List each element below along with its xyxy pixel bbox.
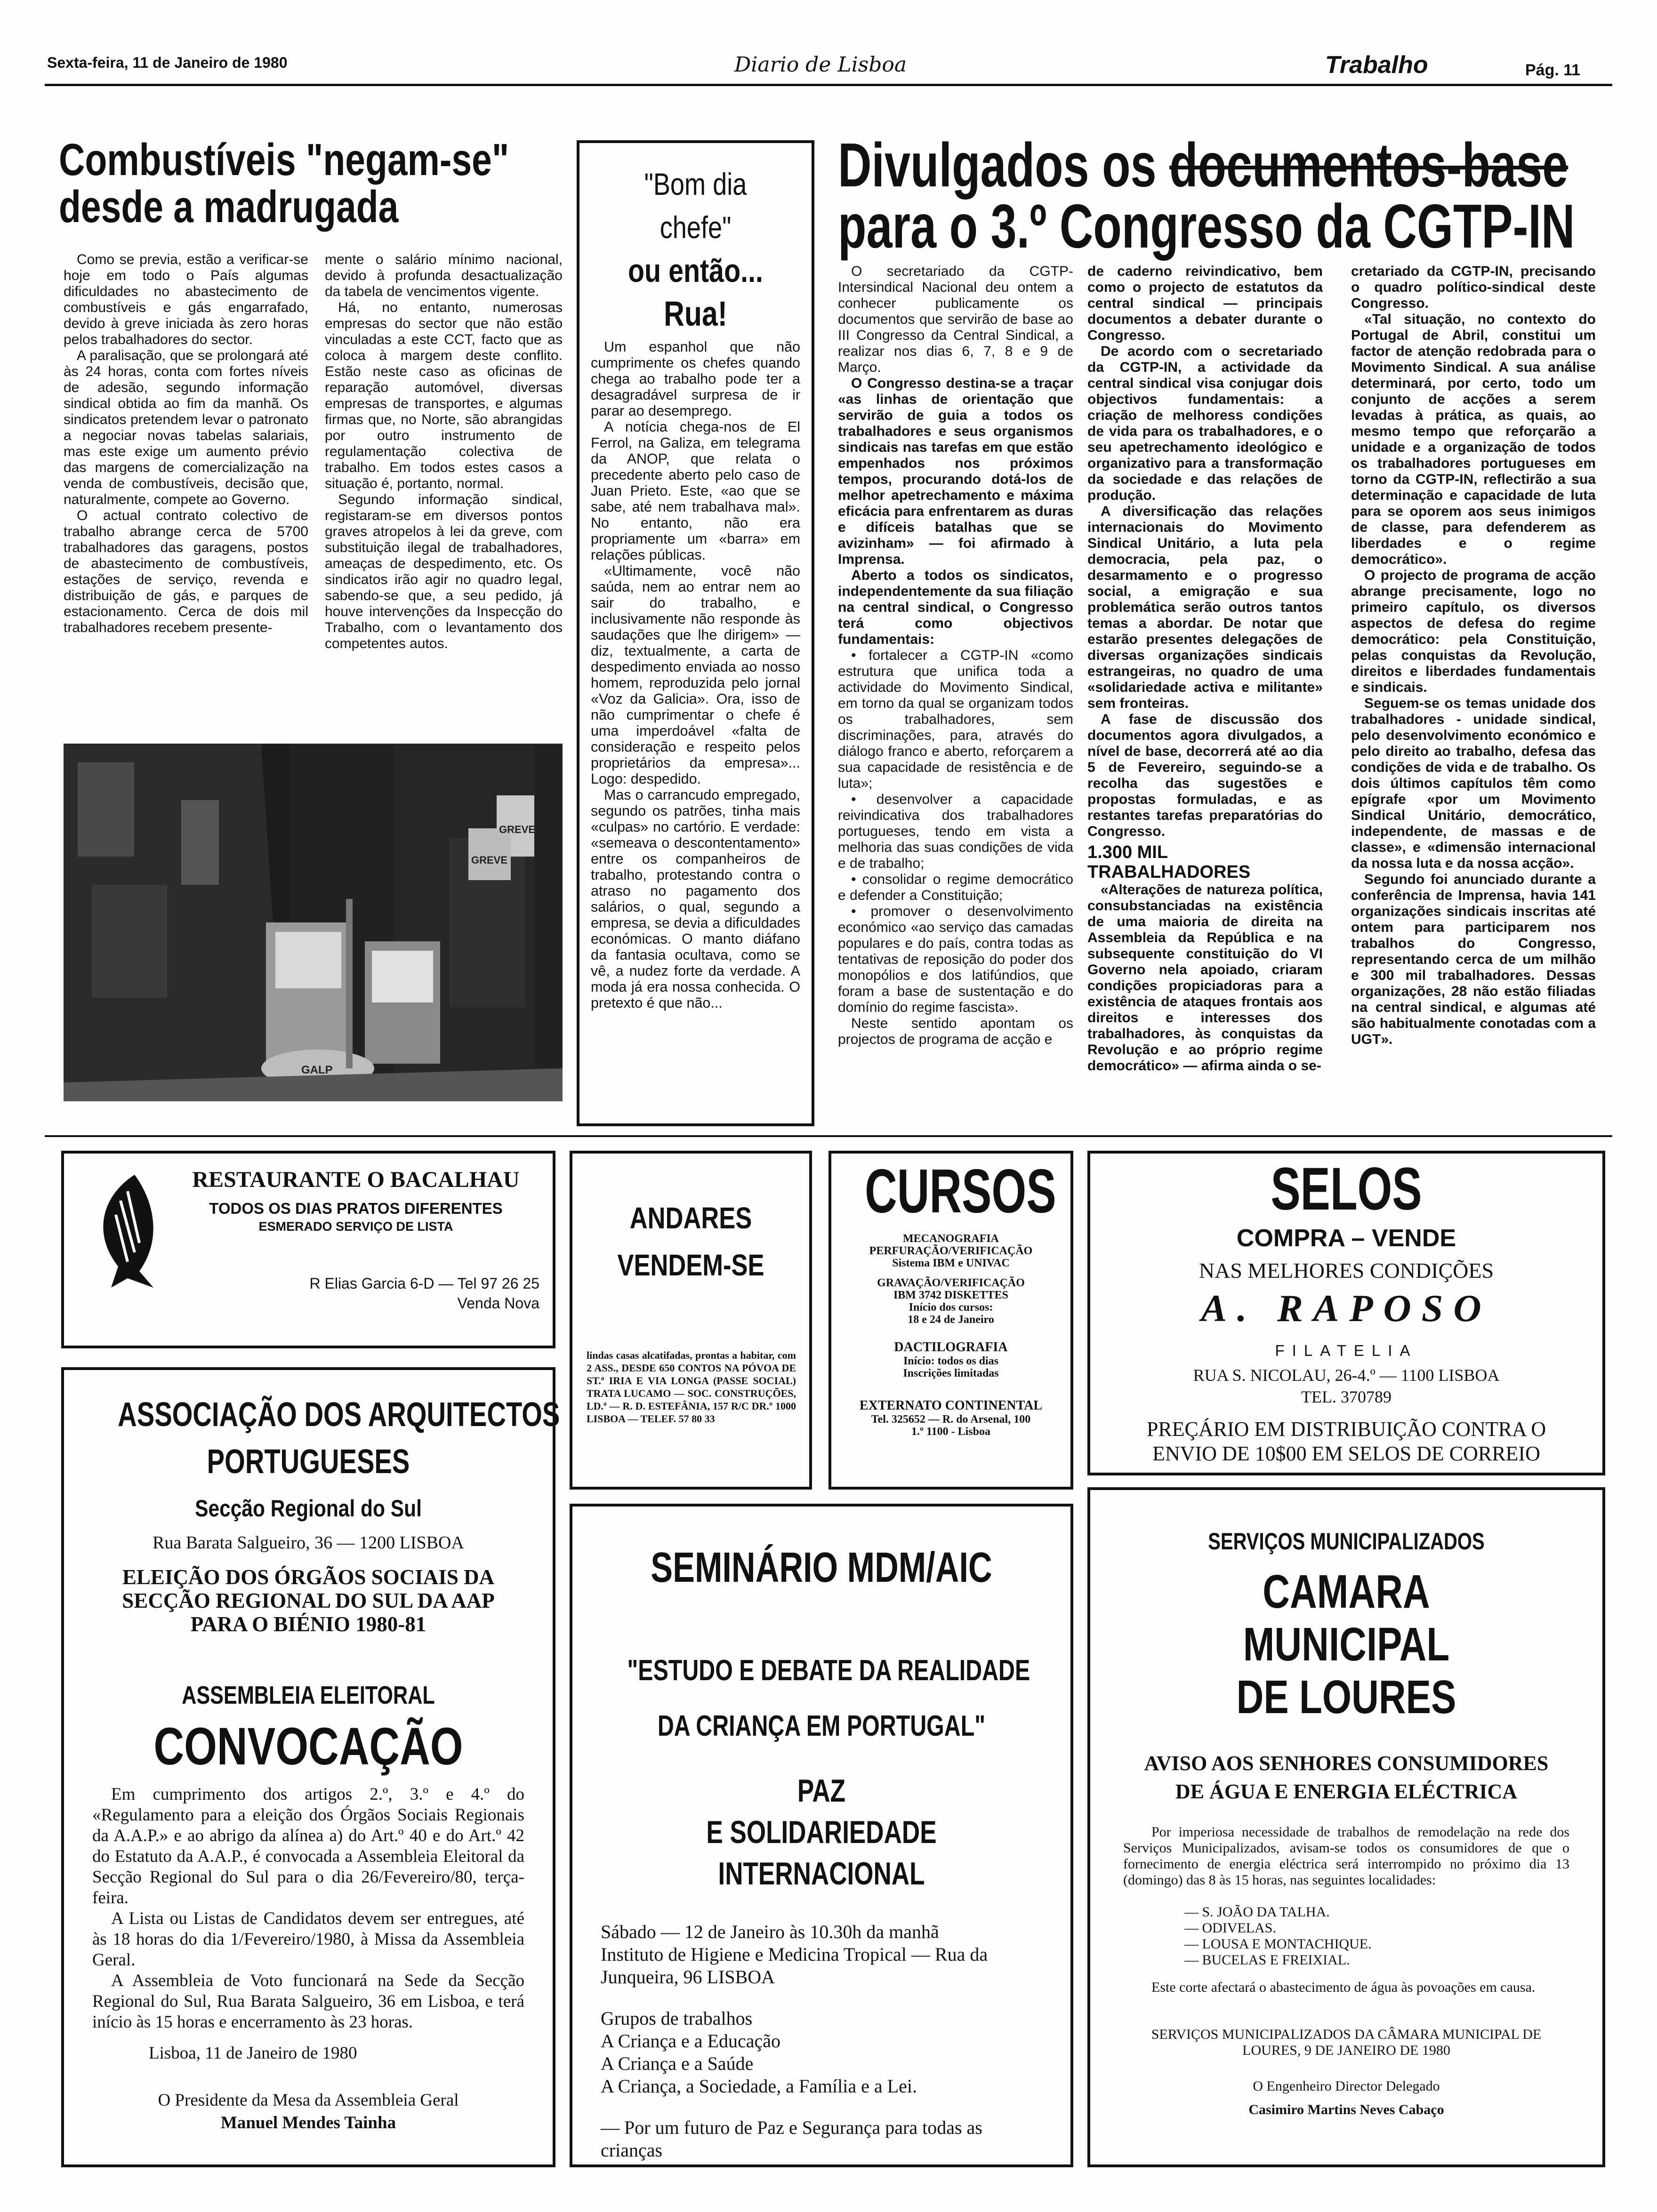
photo-sign-galp: GALP bbox=[301, 1064, 333, 1076]
cgtp-c1-p2: O Congresso destina-se a traçar «as linhas de orientação que servirão de guia a todos os trabalhadores e seus organismos sindicais nas tarefas em que estão empenhados nos próximos tempos, procurando dotá-los de melhor apetrechamento e máxima eficácia para enfrentarem as duras e difíceis batalhas que se avizinham» — foi afirmado à Imprensa. bbox=[838, 376, 1073, 567]
ad-andares bbox=[570, 1151, 812, 1490]
fuel-p2: A paralisação, que se prolongará até às 24 horas, conta com fortes níveis de adesão, segundo informação sindical obtida ao fim da manhã. Os sindicatos pretendem levar o patronato a negociar novas tabelas salariais, mas este exige um aumento prévio das margens de comercialização na venda de combustíveis, decisão que, naturalmente, compete ao Governo. bbox=[64, 348, 308, 507]
cgtp-c3-p3: O projecto de programa de acção abrange precisamente, logo no primeiro capítulo, os diversos aspectos de defesa do regime democrático: pela Constituição, pelas conquistas da Revolução, direitos e liberdades fundamentais e sindicais. bbox=[1351, 568, 1596, 695]
arq-signer-title: O Presidente da Mesa da Assembleia Geral bbox=[158, 2091, 459, 2110]
fuel-col-1 bbox=[64, 252, 308, 727]
cgtp-headline bbox=[838, 130, 1610, 261]
selos-title-wrap bbox=[1090, 1155, 1602, 1223]
cgtp-col-3 bbox=[1351, 264, 1596, 1130]
header-date: Sexta-feira, 11 de Janeiro de 1980 bbox=[47, 54, 288, 71]
loures-eng: O Engenheiro Director Delegado bbox=[1253, 2078, 1440, 2094]
photo-sign-greve-2: GREVE bbox=[499, 824, 536, 835]
sem-footer: — Por um futuro de Paz e Segurança para todas as crianças bbox=[601, 2117, 982, 2161]
loures-name: Casimiro Martins Neves Cabaço bbox=[1248, 2102, 1444, 2117]
cgtp-headline-1b: documentos-base bbox=[1169, 130, 1569, 200]
loures-place-2: — ODIVELAS. bbox=[1184, 1920, 1276, 1936]
cgtp-c2-p5: «Alterações de natureza política, consubstanciadas na existência de uma maioria de direita na Assembleia da República e na subsequente constituição do VI Governo nela apoiado, criaram condições propiciadoras para a existência de ataques frontais aos direitos e interesses dos trabalhadores, às conquistas da Revolução e ao próprio regime democrático» — afirma ainda o se- bbox=[1087, 882, 1323, 1074]
loures-places bbox=[1184, 1904, 1514, 1968]
selos-tel: TEL. 370789 bbox=[1301, 1387, 1392, 1406]
sem-solid-1: E SOLIDARIEDADE bbox=[706, 1814, 937, 1850]
cursos-l8: DACTILOGRAFIA bbox=[894, 1340, 1008, 1354]
bom-dia-line-1: "Bom dia bbox=[644, 167, 747, 201]
cgtp-col-2 bbox=[1087, 264, 1323, 1125]
cgtp-c2-p1: de caderno reivindicativo, bem como o projecto de estatutos da central sindical — principais documentos a debater durante o Congresso. bbox=[1087, 264, 1323, 343]
cgtp-c1-p4: • fortalecer a CGTP-IN «como estrutura que unifica toda a actividade do Movimento Sindical, em torno da qual se organizam todos os trabalhadores, sem discriminações, para, através do diálogo franco e aberto, reforçarem a sua capacidade de resistência e de luta»; bbox=[838, 648, 1073, 791]
ad-selos bbox=[1087, 1151, 1605, 1475]
bacalhau-place: Venda Nova bbox=[457, 1295, 539, 1312]
sem-paz: PAZ bbox=[797, 1773, 846, 1809]
andares-title-wrap bbox=[572, 1201, 809, 1235]
arq-signer: Manuel Mendes Tainha bbox=[220, 2113, 396, 2132]
cursos-title: CURSOS bbox=[865, 1156, 1056, 1226]
arq-election: ELEIÇÃO DOS ÓRGÃOS SOCIAIS DA SECÇÃO REGIONAL DO SUL DA AAP PARA O BIÉNIO 1980-81 bbox=[122, 1565, 495, 1636]
cursos-l6: Início dos cursos: bbox=[909, 1301, 993, 1314]
andares-title-wrap-2 bbox=[572, 1248, 809, 1282]
andares-title-2: VENDEM-SE bbox=[617, 1248, 764, 1282]
sem-sub-wrap bbox=[572, 1643, 1070, 1754]
cgtp-subhead-1: 1.300 MIL bbox=[1087, 842, 1168, 862]
cgtp-headline-1a: Divulgados os bbox=[838, 130, 1170, 200]
loures-place-4: — BUCELAS E FREIXIAL. bbox=[1184, 1952, 1350, 1968]
loures-text: Por imperiosa necessidade de trabalhos de remodelação na rede dos Serviços Municipalizados, avisam-se todos os consumidores de que o fornecimento de energia eléctrica será interrompido no próximo dia 13 (domingo) das 8 às 15 horas, nas seguintes localidades: bbox=[1123, 1824, 1569, 1888]
loures-t3: DE LOURES bbox=[1236, 1671, 1456, 1723]
sem-details bbox=[601, 1921, 1048, 2162]
bom-dia-headline bbox=[584, 162, 807, 336]
cgtp-c3-p5: Segundo foi anunciado durante a conferência de Imprensa, havia 141 organizações sindicais inscritas até ontem para participarem nos trabalhos do Congresso, representando cerca de um milhão e 300 mil trabalhadores. Dessas organizações, 28 não estão filiadas na central sindical, e algumas até são habitualmente conotadas com a UGT». bbox=[1351, 872, 1596, 1047]
cgtp-headline-line-2: para o 3.º Congresso da CGTP-IN bbox=[838, 192, 1575, 261]
masthead: Diario de Lisboa bbox=[734, 53, 907, 77]
bom-dia-line-3: ou então... bbox=[628, 252, 763, 289]
cgtp-c1-p5: • desenvolver a capacidade reivindicativa dos trabalhadores portugueses, tendo em vista a melhoria das suas condições de vida e de trabalho; bbox=[838, 792, 1073, 871]
fuel-headline-text: Combustíveis "negam-se" desde a madrugada bbox=[59, 135, 509, 232]
cgtp-c3-p1: cretariado da CGTP-IN, precisando o quadro político-sindical deste Congresso. bbox=[1351, 264, 1596, 311]
loures-aviso-2: DE ÁGUA E ENERGIA ELÉCTRICA bbox=[1175, 1780, 1518, 1803]
arq-date: Lisboa, 11 de Janeiro de 1980 bbox=[149, 2044, 357, 2063]
cursos-l9: Início: todos os dias bbox=[903, 1355, 999, 1367]
selos-title: SELOS bbox=[1271, 1155, 1422, 1223]
cursos-l5: IBM 3742 DISKETTES bbox=[893, 1289, 1009, 1301]
loures-place-3: — LOUSA E MONTACHIQUE. bbox=[1184, 1936, 1372, 1952]
sem-group-3: A Criança, a Sociedade, a Família e a Lei. bbox=[601, 2076, 917, 2097]
bom-dia-p1: Um espanhol que não cumprimente os chefes quando chega ao trabalho pode ter a desagradável surpresa de ir parar ao desemprego. bbox=[591, 339, 800, 419]
selos-brand: A. RAPOSO bbox=[1201, 1287, 1492, 1330]
bacalhau-title: RESTAURANTE O BACALHAU bbox=[192, 1167, 520, 1192]
cursos-l4: GRAVAÇÃO/VERIFICAÇÃO bbox=[877, 1277, 1025, 1289]
bacalhau-address: R Elias Garcia 6-D — Tel 97 26 25 bbox=[309, 1275, 539, 1292]
loures-place-1: — S. JOÃO DA TALHA. bbox=[1184, 1904, 1330, 1920]
bacalhau-line-1: TODOS OS DIAS PRATOS DIFERENTES bbox=[209, 1200, 503, 1217]
sem-groups-title: Grupos de trabalhos bbox=[601, 2008, 753, 2029]
sem-title-wrap bbox=[572, 1544, 1070, 1591]
bacalhau-line-2: ESMERADO SERVIÇO DE LISTA bbox=[258, 1219, 453, 1234]
sem-solid-2: INTERNACIONAL bbox=[718, 1856, 925, 1891]
loures-top: SERVIÇOS MUNICIPALIZADOS bbox=[1208, 1528, 1485, 1555]
fuel-col-2 bbox=[325, 252, 563, 727]
cgtp-c1-p8: Neste sentido apontam os projectos de programa de acção e bbox=[838, 1016, 1073, 1047]
ads-divider bbox=[45, 1135, 1612, 1137]
cursos-l10: Inscrições limitadas bbox=[903, 1367, 999, 1379]
arq-convocacao-wrap bbox=[64, 1718, 553, 1775]
cursos-l12: Tel. 325652 — R. do Arsenal, 100 bbox=[871, 1413, 1031, 1426]
selos-line: NAS MELHORES CONDIÇÕES bbox=[1199, 1258, 1494, 1282]
fuel-headline bbox=[59, 136, 567, 231]
sem-group-1: A Criança e a Educação bbox=[601, 2030, 781, 2052]
header-rule bbox=[45, 84, 1612, 86]
loures-note: Este corte afectará o abastecimento de água às povoações em causa. bbox=[1151, 1980, 1536, 1995]
bom-dia-p3: «Ultimamente, você não saúda, nem ao entrar nem ao sair do trabalho, e inclusivamente não responde às saudações que lhe dirigem» — diz, textualmente, a carta de despedimento enviada ao nosso homem, reproduzida pelo jornal «Voz da Galicia». Ora, isso de não cumprimentar o chefe é uma imperdoável «falta de consideração e respeito pelos proprietários da empresa»... Logo: despedido. bbox=[591, 563, 800, 787]
cursos-l1: MECANOGRAFIA bbox=[903, 1233, 999, 1245]
ad-loures bbox=[1087, 1487, 1605, 2167]
cgtp-c1-p7: • promover o desenvolvimento económico «ao serviço das camadas populares e do país, contra todas as tentativas de reposição do poder dos monopólios e dos latifúndios, que foram a base de sustentação e do domínio do regime fascista». bbox=[838, 904, 1073, 1015]
photo-illustration bbox=[64, 744, 563, 1101]
cursos-l7: 18 e 24 de Janeiro bbox=[908, 1314, 994, 1326]
loures-t1: CAMARA bbox=[1263, 1565, 1430, 1618]
sem-sub-2: DA CRIANÇA EM PORTUGAL" bbox=[657, 1710, 986, 1742]
arq-section-wrap bbox=[64, 1495, 553, 1522]
ad-seminario bbox=[570, 1504, 1073, 2167]
photo-sign-greve-1: GREVE bbox=[471, 854, 508, 866]
loures-title-wrap bbox=[1090, 1565, 1602, 1723]
cursos-l13: 1.º 1100 - Lisboa bbox=[911, 1426, 990, 1438]
bom-dia-p2: A notícia chega-nos de El Ferrol, na Galiza, em telegrama da ANOP, que relata o precedente aberto pelo caso de Juan Prieto. Este, «ao que se sabe, até nem trabalhava mal». No entanto, não era propriamente um «barra» em relações públicas. bbox=[591, 419, 800, 563]
loures-aviso-1: AVISO AOS SENHORES CONSUMIDORES bbox=[1144, 1752, 1549, 1775]
cgtp-c2-p2: De acordo com o secretariado da CGTP-IN, a actividade da central sindical visa conjugar dois objectivos fundamentais: a criação de melhoress condições de vida para os trabalhadores, e o seu apetrechamento ideológico e organizativo para a transformação da sociedade e das relações de produção. bbox=[1087, 344, 1323, 503]
cgtp-subhead-2: TRABALHADORES bbox=[1087, 862, 1251, 882]
arq-p3: A Assembleia de Voto funcionará na Sede da Secção Regional do Sul, Rua Barata Salgueiro, 36 em Lisboa, e terá início às 15 horas e encerramento às 23 horas. bbox=[92, 1971, 524, 2032]
arq-p2: A Lista ou Listas de Candidatos devem ser entregues, até às 18 horas do dia 1/Fevereiro/1980, à Missa da Assembleia Geral. bbox=[92, 1909, 524, 1970]
arq-body bbox=[92, 1784, 524, 2033]
arq-convocacao: CONVOCAÇÃO bbox=[153, 1717, 463, 1776]
fuel-p5: Há, no entanto, numerosas empresas do sector que não estão vinculadas a este CCT, facto que as coloca à margem deste conflito. Estão neste caso as oficinas de reparação automóvel, diversas empresas de transportes, e algumas firmas que, no Norte, são abrangidas por outro instrumento de regulamentação colectiva de trabalho. Em todos estes casos a situação é, portanto, normal. bbox=[325, 300, 563, 491]
cgtp-c1-p1: O secretariado da CGTP-Intersindical Nacional deu ontem a conhecer publicamente os documentos que servirão de base ao III Congresso da Central Sindical, a realizar nos dias 6, 7, 8 e 9 de Março. bbox=[838, 264, 1073, 375]
cursos-l3: Sistema IBM e UNIVAC bbox=[892, 1257, 1010, 1269]
cgtp-c3-p4: Seguem-se os temas unidade dos trabalhadores - unidade sindical, pelo desenvolvimento económico e pelo direito ao trabalho, defesa das condições de vida e de trabalho. Os dois últimos capítulos têm como epígrafe «por um Movimento Sindical Unitário, democrático, independente, de massas e de classe», e «dimensão internacional da nossa luta e da nossa acção». bbox=[1351, 696, 1596, 871]
bom-dia-line-4: Rua! bbox=[664, 294, 727, 333]
cursos-details bbox=[831, 1233, 1070, 1438]
cursos-title-wrap bbox=[831, 1158, 1070, 1224]
fuel-p1: Como se previa, estão a verificar-se hoje em todo o País algumas dificuldades no abastecimento de combustíveis e gás engarrafado, devido à greve iniciada às zero horas pelos trabalhadores do sector. bbox=[64, 252, 308, 347]
bom-dia-p4: Mas o carrancudo empregado, segundo os patrões, tinha mais «culpas» no cartório. E verdade: «semeava o descontentamento» entre os companheiros de trabalho, protestando contra o atraso no pagamento dos salários, o qual, segundo a empresa, se devia a dificuldades económicas. O manto diáfano da fantasia ocultava, como se vê, a nudez forte da verdade. A moda já era nossa conhecida. O pretexto é que não... bbox=[591, 787, 800, 1011]
selos-note: PREÇÁRIO EM DISTRIBUIÇÃO CONTRA O ENVIO DE 10$00 EM SELOS DE CORREIO bbox=[1146, 1418, 1546, 1465]
selos-address: RUA S. NICOLAU, 26-4.º — 1100 LISBOA bbox=[1193, 1366, 1500, 1385]
section-title: Trabalho bbox=[1325, 51, 1428, 79]
ad-bacalhau bbox=[61, 1151, 555, 1348]
arq-title-2: PORTUGUESES bbox=[207, 1443, 410, 1481]
cgtp-c2-p3: A diversificação das relações internacionais do Movimento Sindical Unitário, a luta pela democracia, pela paz, o desarmamento e o progresso social, a emigração e sua problemática serão outros tantos temas a abordar. De notar que estarão presentes delegações de diversas organizações sindicais estrangeiras, no quadro de uma «solidariedade activa e militante» sem fronteiras. bbox=[1087, 504, 1323, 711]
cgtp-c1-p3: Aberto a todos os sindicatos, independentemente da sua filiação na central sindical, o Congresso terá como objectivos fundamentais: bbox=[838, 568, 1073, 647]
cursos-l2: PERFURAÇÃO/VERIFICAÇÃO bbox=[869, 1245, 1033, 1257]
sem-title: SEMINÁRIO MDM/AIC bbox=[651, 1544, 992, 1591]
sem-where: Instituto de Higiene e Medicina Tropical — Rua da Junqueira, 96 LISBOA bbox=[601, 1944, 988, 1988]
loures-t2: MUNICIPAL bbox=[1243, 1618, 1450, 1671]
cgtp-col-1 bbox=[838, 264, 1073, 1125]
loures-top-wrap bbox=[1090, 1528, 1602, 1555]
sem-when: Sábado — 12 de Janeiro às 10.30h da manhã bbox=[601, 1921, 939, 1942]
arq-p1: Em cumprimento dos artigos 2.º, 3.º e 4.º do «Regulamento para a eleição dos Órgãos Sociais Regionais da A.A.P.» e ao abrigo da alínea a) do Art.º 40 e do Art.º 42 do Estatuto da A.A.P., é convocada a Assembleia Eleitoral da Secção Regional do Sul para o dia 26/Fevereiro/80, terça-feira. bbox=[92, 1785, 524, 1907]
page-number: Pág. 11 bbox=[1525, 61, 1581, 79]
fish-logo-icon bbox=[83, 1172, 168, 1290]
fuel-p3: O actual contrato colectivo de trabalho abrange cerca de 5700 trabalhadores das garagens, postos de abastecimento de combustíveis, estações de serviço, revenda e distribuição de gás, e parques de estacionamento. Cerca de dois mil trabalhadores recebem presente- bbox=[64, 508, 308, 635]
petrol-station-photo bbox=[64, 744, 563, 1101]
arq-title-wrap bbox=[64, 1391, 560, 1485]
andares-title-1: ANDARES bbox=[629, 1201, 752, 1235]
cgtp-c2-p4: A fase de discussão dos documentos agora divulgados, a nível de base, decorrerá até ao dia 5 de Fevereiro, seguindo-se a recolha das sugestões e propostas formuladas, e as restantes tarefas preparatórias do Congresso. bbox=[1087, 712, 1323, 839]
fuel-p6: Segundo informação sindical, registaram-se em diversos pontos graves atropelos à lei da greve, com substituição ilegal de trabalhadores, ameaças de despedimento, etc. Os sindicatos irão agir no quadro legal, sabendo-se que, a seu pedido, já houve intervenções da Inspecção do Trabalho, com o levantamento dos competentes autos. bbox=[325, 492, 563, 651]
sem-paz-wrap bbox=[572, 1770, 1070, 1894]
ad-cursos bbox=[828, 1151, 1073, 1490]
andares-text: lindas casas alcatifadas, prontas a habitar, com 2 ASS., DESDE 650 CONTOS NA PÓVOA DE ST.ª IRIA E VIA LONGA (PASSE SOCIAL) TRATA LUCAMO — SOC. CONSTRUÇÕES, LD.ª — R. D. ESTEFÂNIA, 157 R/C DR.º 1000 LISBOA — TELEF. 57 80 33 bbox=[587, 1349, 796, 1425]
arq-section: Secção Regional do Sul bbox=[195, 1495, 422, 1522]
selos-subtitle: COMPRA – VENDE bbox=[1236, 1225, 1456, 1252]
selos-filatelia: FILATELIA bbox=[1275, 1342, 1418, 1359]
bom-dia-line-2: chefe" bbox=[660, 210, 732, 245]
loures-footer: SERVIÇOS MUNICIPALIZADOS DA CÂMARA MUNICIPAL DE LOURES, 9 DE JANEIRO DE 1980 bbox=[1151, 2027, 1542, 2058]
cgtp-c3-p2: «Tal situação, no contexto do Portugal de Abril, constitui um factor de atenção redobrada para o Movimento Sindical. A sua análise determinará, por certo, todo um conjunto de acções a serem levadas à prática, as quais, ao mesmo tempo que reforçarão a unidade e a organização de todos os trabalhadores portugueses em torno da CGTP-IN, reflectirão a sua determinação e capacidade de luta para se oporem aos seus inimigos de classe, para defenderem as liberdades e o regime democrático». bbox=[1351, 312, 1596, 567]
sem-sub-1: "ESTUDO E DEBATE DA REALIDADE bbox=[627, 1654, 1030, 1687]
arq-assembly-wrap bbox=[64, 1681, 553, 1710]
arq-address: Rua Barata Salgueiro, 36 — 1200 LISBOA bbox=[153, 1533, 464, 1553]
bom-dia-body bbox=[591, 339, 800, 1111]
sem-group-2: A Criança e a Saúde bbox=[601, 2053, 754, 2074]
arq-title-1: ASSOCIAÇÃO DOS ARQUITECTOS bbox=[118, 1396, 560, 1434]
ad-arquitectos bbox=[61, 1367, 560, 2167]
arq-assembly: ASSEMBLEIA ELEITORAL bbox=[182, 1681, 435, 1709]
cursos-l11: EXTERNATO CONTINENTAL bbox=[859, 1398, 1043, 1413]
fuel-p4: mente o salário mínimo nacional, devido à profunda desactualização da tabela de vencimentos vigente. bbox=[325, 252, 563, 299]
cgtp-headline-line-1 bbox=[838, 130, 1569, 200]
cgtp-c1-p6: • consolidar o regime democrático e defender a Constituição; bbox=[838, 872, 1073, 903]
